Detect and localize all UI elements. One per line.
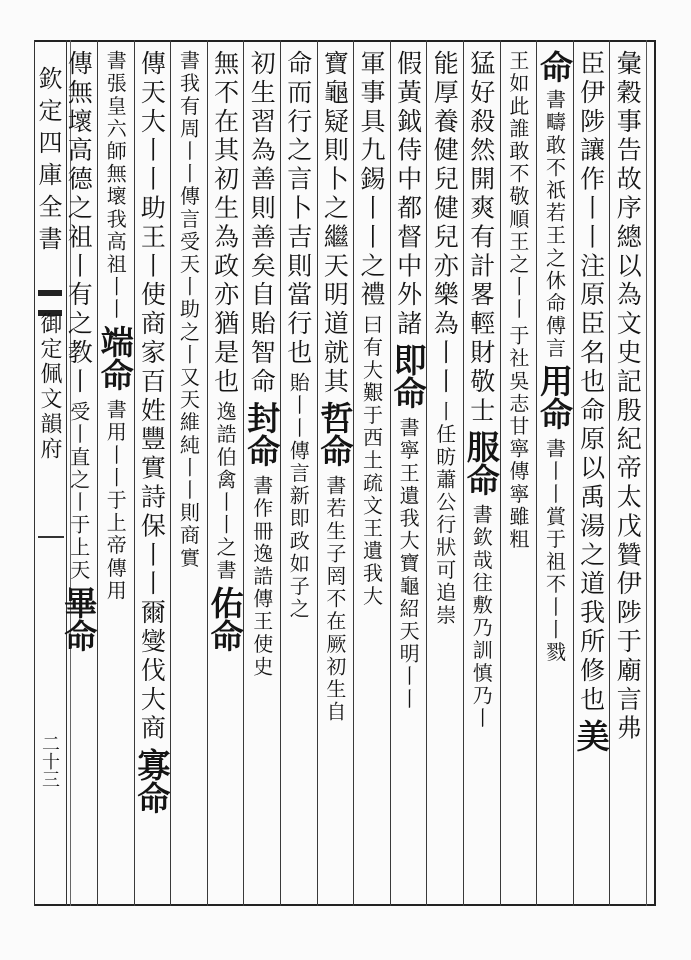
commentary-text: 書寧王遺我大寶龜紹天明丨丨 [396, 417, 421, 711]
commentary-text: 丨任昉蕭公行狀可追崇 [432, 400, 457, 627]
column-rule [426, 40, 427, 906]
margin-page-number: 二十三 [39, 734, 60, 788]
entry-heading: 寡命 [132, 747, 172, 814]
commentary-text: 王如此誰敢不敬順王之丨丨 [505, 50, 530, 322]
entry-heading: 封命 [242, 400, 282, 467]
body-text: 猛好殺然開爽有計畧輕財敬士 [466, 50, 496, 426]
body-text: 臣伊陟讓作丨丨注原臣名也命原以禹湯之道我所修也 [576, 50, 606, 715]
commentary-text: 于社吳志甘寧傳寧雖粗 [505, 325, 530, 552]
commentary-text: 貽丨丨傳言新即政如子之 [286, 371, 311, 621]
entry-heading: 美 [571, 718, 611, 752]
frame-bottom-border [34, 904, 656, 906]
body-text: 初生習為善則善矣自貽智命 [247, 50, 277, 397]
commentary-text: 書疇敢不祇若王之休命傅言 [542, 89, 567, 361]
column-rule [573, 40, 574, 906]
body-text: 寶龜疑則卜之繼天明道就其 [320, 50, 350, 397]
commentary-text: 書作冊逸誥傳王使史 [249, 474, 274, 679]
margin-book-title: 御定佩文韻府 [37, 312, 62, 462]
entry-heading: 畢命 [59, 585, 99, 652]
body-text: 假黃鉞侍中都督中外諸 [393, 50, 423, 339]
body-text: 無不在其初生為政亦猶是也 [210, 50, 240, 397]
body-text: 彙穀事告故序總以為文史記殷紀帝太戊贊伊陟于廟言弗 [613, 50, 643, 744]
commentary-text: 書欽哉往敷乃訓慎乃丨 [469, 503, 494, 730]
column-rule [207, 40, 208, 906]
column-rule [609, 40, 610, 906]
entry-heading: 即命 [388, 343, 428, 409]
commentary-text: 受丨直之丨于上天 [66, 400, 91, 582]
entry-heading: 佑命 [205, 585, 245, 652]
commentary-text: 曰有大艱于西土疏文王遺我大 [359, 314, 384, 608]
margin-collection-title: 欽定四庫全書 [34, 66, 62, 258]
commentary-text: 逸誥伯禽丨丨之書 [213, 400, 238, 582]
commentary-text: 書丨丨賞于祖不丨丨戮 [542, 438, 567, 665]
column-rule [97, 40, 98, 906]
body-text: 命而行之言卜吉則當行也 [283, 50, 313, 368]
column-rule [317, 40, 318, 906]
frame-right-border [654, 40, 656, 906]
entry-heading: 命 [535, 50, 574, 83]
body-text: 傳無壞高德之祖丨有之教丨 [64, 50, 94, 397]
frame-inner-right-border [646, 40, 647, 906]
column-rule [243, 40, 244, 906]
entry-heading: 哲命 [315, 400, 355, 467]
commentary-text: 書我有周丨丨傳言受天丨助之丨又天維純丨丨則商實 [176, 50, 201, 570]
column-rule [280, 40, 281, 906]
margin-tick [38, 536, 64, 538]
frame-top-border [34, 40, 656, 42]
entry-heading: 服命 [461, 429, 501, 496]
commentary-text: 書張皇六師無壞我高祖丨丨 [103, 50, 128, 322]
entry-heading: 用命 [535, 364, 574, 431]
body-text: 能厚養健兒健兒亦樂為丨丨 [430, 50, 460, 397]
column-rule [536, 40, 537, 906]
body-text: 傳天大丨丨助王丨使商家百姓豐實詩保丨丨爾燮伐大商 [137, 50, 167, 744]
commentary-text: 書用丨丨于上帝傳用 [103, 399, 128, 603]
column-rule [353, 40, 354, 906]
commentary-text: 書若生子罔不在厥初生自 [322, 474, 347, 724]
column-rule [390, 40, 391, 906]
body-text: 軍事具九錫丨丨之禮 [357, 50, 386, 311]
entry-heading: 端命 [95, 325, 135, 392]
